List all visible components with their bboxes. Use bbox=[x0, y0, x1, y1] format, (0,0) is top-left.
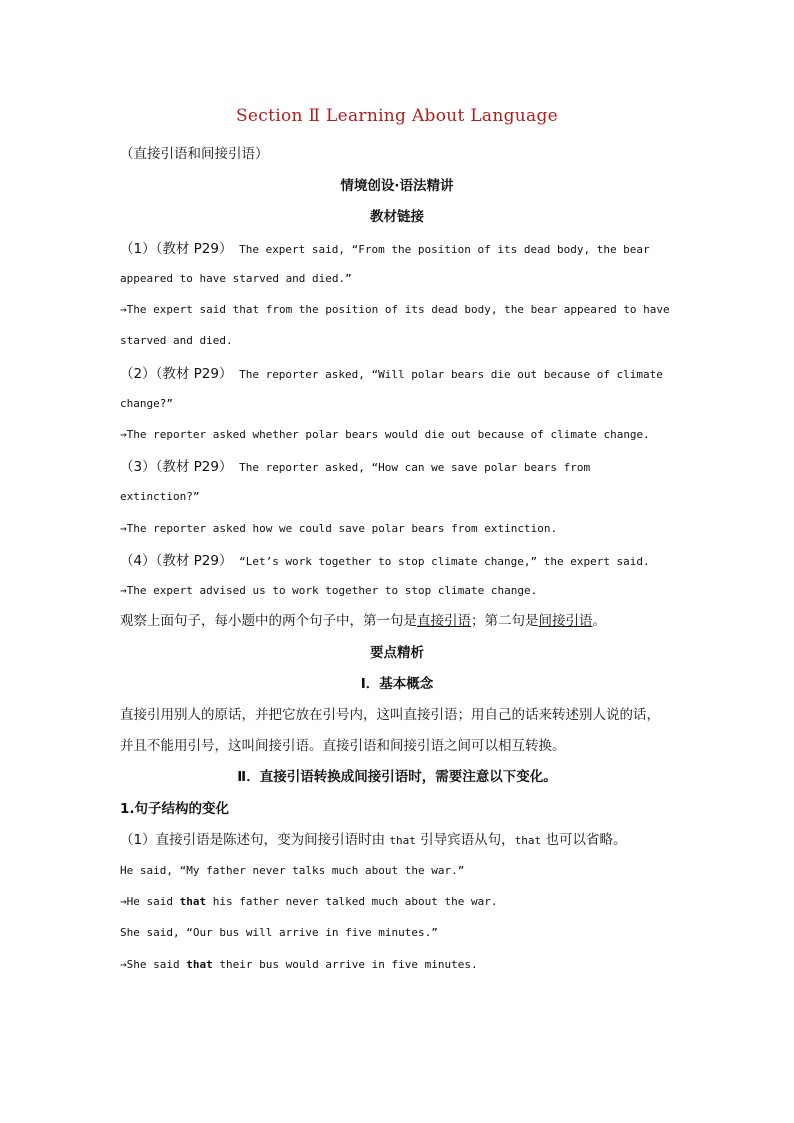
example-4-line-1: （4）（教材 P29） “Let’s work together to stop climate change,” the expert said. bbox=[120, 553, 650, 569]
heading-scenario: 情境创设·语法精讲 bbox=[340, 178, 454, 194]
observation-text: 观察上面句子，每小题中的两个句子中，第一句是直接引语；第二句是间接引语。 bbox=[120, 613, 606, 629]
section-1-paragraph-line-2: 并且不能用引号，这叫间接引语。直接引语和间接引语之间可以相互转换。 bbox=[120, 738, 566, 754]
example-3-line-2: extinction?” bbox=[120, 490, 200, 503]
example-2-line-2: change?” bbox=[120, 397, 173, 410]
heading-key-points: 要点精析 bbox=[370, 645, 424, 661]
sentence-1-direct: He said, “My father never talks much about the war.” bbox=[120, 864, 465, 877]
section-title: Section Ⅱ Learning About Language bbox=[235, 106, 559, 126]
example-2-line-1: （2）（教材 P29） The reporter asked, “Will polar bears die out because of climate bbox=[120, 366, 663, 382]
example-1-line-1: （1）（教材 P29） The expert said, “From the position of its dead body, the bear bbox=[120, 241, 650, 257]
sentence-2-direct: She said, “Our bus will arrive in five minutes.” bbox=[120, 926, 438, 939]
section-subtitle: （直接引语和间接引语） bbox=[120, 146, 269, 162]
example-3-line-1: （3）（教材 P29） The reporter asked, “How can we save polar bears from bbox=[120, 459, 591, 475]
section-1-paragraph-line-1: 直接引用别人的原话，并把它放在引号内，这叫直接引语；用自己的话来转述别人说的话， bbox=[120, 707, 660, 723]
example-1-answer-line-1: →The expert said that from the position of its dead body, the bear appeared to have bbox=[120, 303, 670, 316]
direct-speech-term: 直接引语 bbox=[417, 613, 471, 629]
section-1-title: Ⅰ．基本概念 bbox=[360, 676, 434, 692]
section-2-title: Ⅱ．直接引语转换成间接引语时，需要注意以下变化。 bbox=[237, 769, 557, 785]
example-4-answer: →The expert advised us to work together to stop climate change. bbox=[120, 584, 538, 597]
sentence-1-indirect: →He said that his father never talked much about the war. bbox=[120, 895, 498, 908]
heading-textbook-link: 教材链接 bbox=[370, 209, 424, 225]
example-1-answer-line-2: starved and died. bbox=[120, 334, 233, 347]
subsection-1-title: 1.句子结构的变化 bbox=[120, 801, 230, 817]
sentence-2-indirect: →She said that their bus would arrive in five minutes. bbox=[120, 958, 478, 971]
example-3-answer: →The reporter asked how we could save polar bears from extinction. bbox=[120, 522, 558, 535]
example-1-line-2: appeared to have starved and died.” bbox=[120, 272, 352, 285]
indirect-speech-term: 间接引语 bbox=[538, 613, 593, 629]
rule-1-text: （1）直接引语是陈述句，变为间接引语时由 that 引导宾语从句，that 也可以省略。 bbox=[120, 832, 627, 848]
example-2-answer: →The reporter asked whether polar bears would die out because of climate change. bbox=[120, 428, 650, 441]
